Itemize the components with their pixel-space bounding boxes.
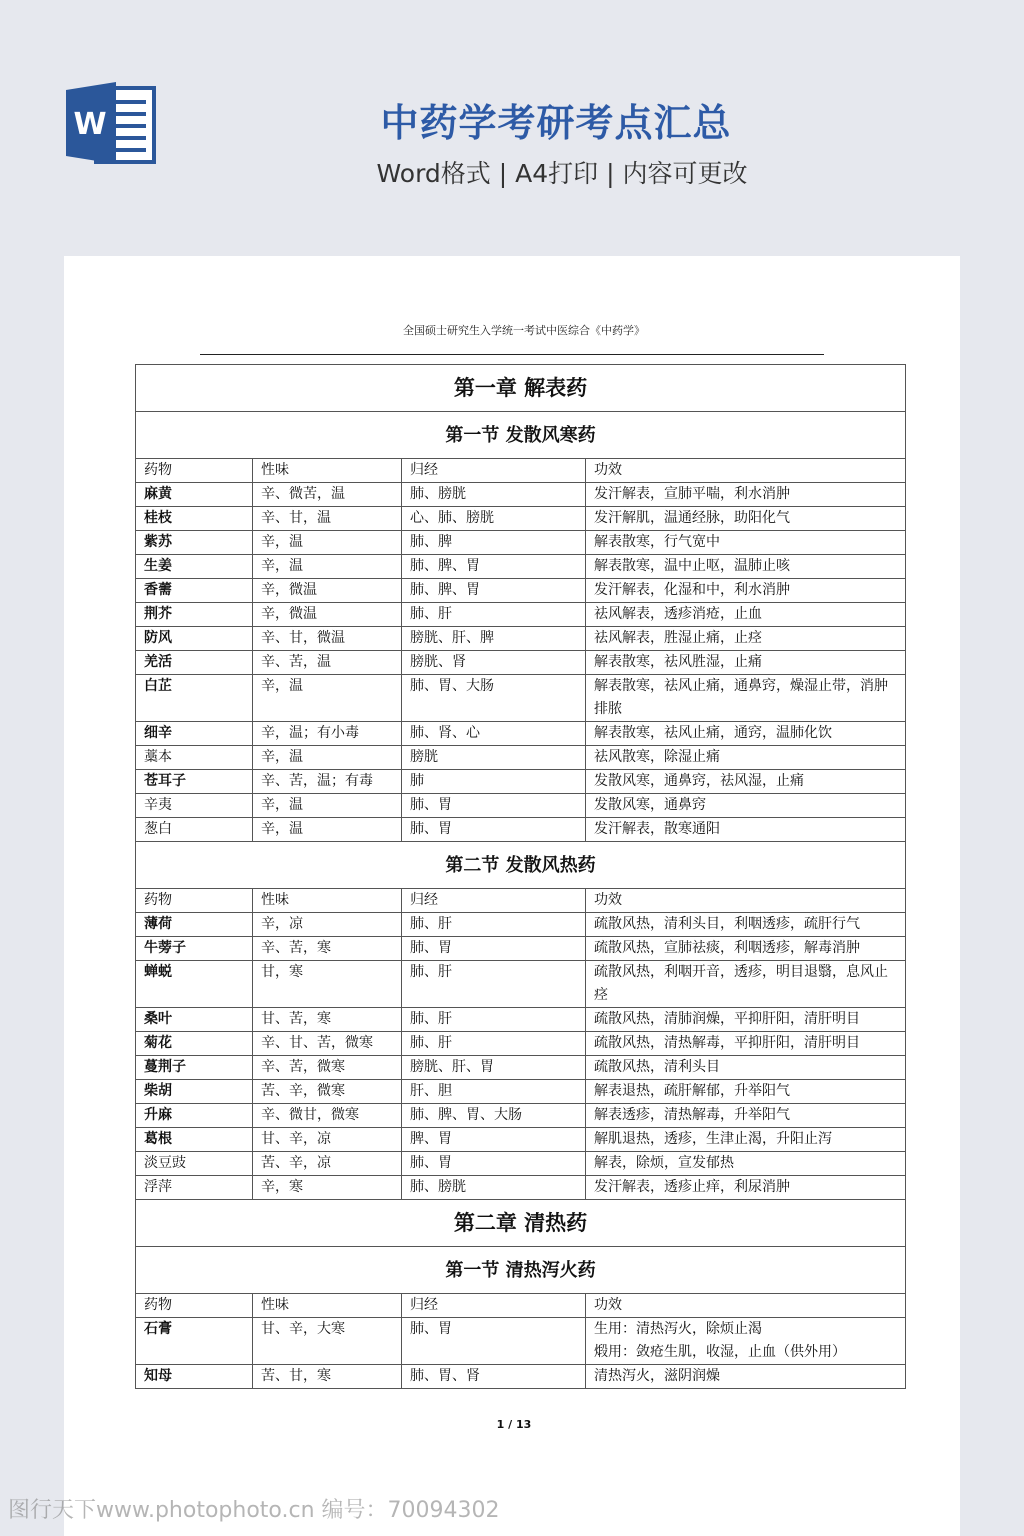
column-header: 归经 — [402, 889, 586, 913]
herb-name-cell: 荆芥 — [136, 603, 253, 627]
section-title: 第二节 发散风热药 — [136, 842, 906, 889]
effect-line: 煅用：敛疮生肌，收湿，止血（供外用） — [594, 1344, 846, 1360]
herb-name-cell: 知母 — [136, 1365, 253, 1389]
taste-cell: 辛，凉 — [253, 913, 402, 937]
taste-cell: 辛、苦，温；有毒 — [253, 770, 402, 794]
effect-cell: 发汗解表，宣肺平喘，利水消肿 — [586, 483, 906, 507]
meridian-cell: 肺、胃 — [402, 794, 586, 818]
column-header-row — [136, 459, 906, 483]
table-row — [136, 1008, 906, 1032]
effect-cell: 疏散风热，利咽开音，透疹，明目退翳，息风止痉 — [586, 961, 906, 1008]
table-row — [136, 746, 906, 770]
meridian-cell: 肺、肝 — [402, 913, 586, 937]
taste-cell: 辛、苦，寒 — [253, 937, 402, 961]
table-row — [136, 937, 906, 961]
herb-name-cell: 桂枝 — [136, 507, 253, 531]
meridian-cell: 肺、脾、胃、大肠 — [402, 1104, 586, 1128]
meridian-cell: 膀胱、肝、脾 — [402, 627, 586, 651]
banner-subtitle: Word格式 | A4打印 | 内容可更改 — [376, 159, 748, 188]
watermark-text: 图行天下www.photophoto.cn 编号：70094302 — [8, 1498, 500, 1523]
taste-cell: 辛、苦，温 — [253, 651, 402, 675]
taste-cell: 苦、甘，寒 — [253, 1365, 402, 1389]
taste-cell: 甘、苦，寒 — [253, 1008, 402, 1032]
meridian-cell: 肺、胃、大肠 — [402, 675, 586, 722]
taste-cell: 辛、甘，温 — [253, 507, 402, 531]
herb-name-cell: 蝉蜕 — [136, 961, 253, 1008]
table-row — [136, 675, 906, 722]
effect-cell: 疏散风热，清肺润燥，平抑肝阳，清肝明目 — [586, 1008, 906, 1032]
taste-cell: 辛、甘、苦，微寒 — [253, 1032, 402, 1056]
table-row — [136, 1128, 906, 1152]
table-row — [136, 651, 906, 675]
effect-cell: 发汗解肌，温通经脉，助阳化气 — [586, 507, 906, 531]
column-header: 药物 — [136, 1294, 253, 1318]
taste-cell: 辛，微温 — [253, 579, 402, 603]
herb-name-cell: 细辛 — [136, 722, 253, 746]
taste-cell: 辛，温 — [253, 531, 402, 555]
meridian-cell: 肺、肾、心 — [402, 722, 586, 746]
herb-name-cell: 羌活 — [136, 651, 253, 675]
meridian-cell: 脾、胃 — [402, 1128, 586, 1152]
document-header: 全国硕士研究生入学统一考试中医综合《中药学》 — [403, 324, 645, 337]
taste-cell: 辛，温 — [253, 794, 402, 818]
taste-cell: 辛、微甘，微寒 — [253, 1104, 402, 1128]
meridian-cell: 肺、膀胱 — [402, 483, 586, 507]
effect-cell: 解表散寒，祛风止痛，通鼻窍，燥湿止带，消肿排脓 — [586, 675, 906, 722]
meridian-cell: 肺、胃 — [402, 937, 586, 961]
column-header: 归经 — [402, 1294, 586, 1318]
taste-cell: 辛，微温 — [253, 603, 402, 627]
meridian-cell: 肺、肝 — [402, 1008, 586, 1032]
herb-name-cell: 葛根 — [136, 1128, 253, 1152]
meridian-cell: 肺、肝 — [402, 603, 586, 627]
taste-cell: 甘、辛，凉 — [253, 1128, 402, 1152]
meridian-cell: 膀胱 — [402, 746, 586, 770]
effect-cell: 发汗解表，透疹止痒，利尿消肿 — [586, 1176, 906, 1200]
meridian-cell: 肺、胃 — [402, 818, 586, 842]
taste-cell: 辛，温 — [253, 746, 402, 770]
section-row — [136, 1247, 906, 1294]
taste-cell: 苦、辛，微寒 — [253, 1080, 402, 1104]
meridian-cell: 肝、胆 — [402, 1080, 586, 1104]
taste-cell: 辛，温 — [253, 555, 402, 579]
herb-name-cell: 淡豆豉 — [136, 1152, 253, 1176]
table-row — [136, 555, 906, 579]
effect-cell: 清热泻火，滋阴润燥 — [586, 1365, 906, 1389]
effect-cell: 疏散风热，清利头目，利咽透疹，疏肝行气 — [586, 913, 906, 937]
column-header: 功效 — [586, 1294, 906, 1318]
effect-cell: 解表，除烦，宣发郁热 — [586, 1152, 906, 1176]
chapter-title: 第二章 清热药 — [136, 1200, 906, 1247]
effect-cell: 解肌退热，透疹，生津止渴，升阳止泻 — [586, 1128, 906, 1152]
effect-cell: 解表透疹，清热解毒，升举阳气 — [586, 1104, 906, 1128]
effect-cell: 发汗解表，化湿和中，利水消肿 — [586, 579, 906, 603]
meridian-cell: 肺、胃、肾 — [402, 1365, 586, 1389]
column-header-row — [136, 1294, 906, 1318]
table-row — [136, 531, 906, 555]
section-title: 第一节 发散风寒药 — [136, 412, 906, 459]
taste-cell: 辛，温 — [253, 675, 402, 722]
meridian-cell: 肺、肝 — [402, 961, 586, 1008]
meridian-cell: 膀胱、肾 — [402, 651, 586, 675]
effect-cell: 发散风寒，通鼻窍，祛风湿，止痛 — [586, 770, 906, 794]
meridian-cell: 肺、胃 — [402, 1152, 586, 1176]
table-row — [136, 1176, 906, 1200]
herb-name-cell: 升麻 — [136, 1104, 253, 1128]
effect-cell: 发汗解表，散寒通阳 — [586, 818, 906, 842]
section-row — [136, 842, 906, 889]
table-row — [136, 1152, 906, 1176]
effect-cell: 祛风散寒，除湿止痛 — [586, 746, 906, 770]
column-header: 性味 — [253, 1294, 402, 1318]
table-row — [136, 1080, 906, 1104]
herb-name-cell: 蔓荆子 — [136, 1056, 253, 1080]
meridian-cell: 膀胱、肝、胃 — [402, 1056, 586, 1080]
taste-cell: 甘、辛，大寒 — [253, 1318, 402, 1365]
herb-name-cell: 牛蒡子 — [136, 937, 253, 961]
herb-name-cell: 香薷 — [136, 579, 253, 603]
table-row — [136, 1104, 906, 1128]
table-row — [136, 913, 906, 937]
effect-cell: 疏散风热，清利头目 — [586, 1056, 906, 1080]
herb-name-cell: 紫苏 — [136, 531, 253, 555]
meridian-cell: 肺、肝 — [402, 1032, 586, 1056]
page-number: 1 / 13 — [496, 1418, 532, 1431]
table-row — [136, 1056, 906, 1080]
chapter-title: 第一章 解表药 — [136, 365, 906, 412]
table-row — [136, 961, 906, 1008]
effect-cell: 解表散寒，行气宽中 — [586, 531, 906, 555]
table-row — [136, 818, 906, 842]
column-header-row — [136, 889, 906, 913]
herb-name-cell: 藁本 — [136, 746, 253, 770]
meridian-cell: 肺、膀胱 — [402, 1176, 586, 1200]
meridian-cell: 肺 — [402, 770, 586, 794]
table-row — [136, 507, 906, 531]
herb-table — [135, 364, 906, 1389]
table-row — [136, 1032, 906, 1056]
meridian-cell: 心、肺、膀胱 — [402, 507, 586, 531]
column-header: 归经 — [402, 459, 586, 483]
document-page — [64, 256, 960, 1536]
table-row — [136, 483, 906, 507]
column-header: 性味 — [253, 459, 402, 483]
header-rule — [200, 354, 824, 355]
meridian-cell: 肺、脾、胃 — [402, 555, 586, 579]
column-header: 功效 — [586, 459, 906, 483]
column-header: 性味 — [253, 889, 402, 913]
effect-cell: 祛风解表，透疹消疮，止血 — [586, 603, 906, 627]
table-row — [136, 1365, 906, 1389]
table-row — [136, 770, 906, 794]
word-logo-letter: W — [73, 107, 107, 142]
column-header: 药物 — [136, 459, 253, 483]
effect-cell: 解表散寒，祛风胜湿，止痛 — [586, 651, 906, 675]
section-title: 第一节 清热泻火药 — [136, 1247, 906, 1294]
herb-name-cell: 葱白 — [136, 818, 253, 842]
effect-cell: 疏散风热，清热解毒，平抑肝阳，清肝明目 — [586, 1032, 906, 1056]
effect-cell: 解表退热，疏肝解郁，升举阳气 — [586, 1080, 906, 1104]
effect-cell: 祛风解表，胜湿止痛，止痉 — [586, 627, 906, 651]
chapter-row — [136, 1200, 906, 1247]
taste-cell: 甘，寒 — [253, 961, 402, 1008]
taste-cell: 苦、辛，凉 — [253, 1152, 402, 1176]
effect-line: 生用：清热泻火，除烦止渴 — [594, 1321, 762, 1337]
herb-name-cell: 生姜 — [136, 555, 253, 579]
taste-cell: 辛，温 — [253, 818, 402, 842]
table-row — [136, 579, 906, 603]
table-row — [136, 627, 906, 651]
chapter-row — [136, 365, 906, 412]
herb-name-cell: 石膏 — [136, 1318, 253, 1365]
taste-cell: 辛，寒 — [253, 1176, 402, 1200]
herb-name-cell: 辛夷 — [136, 794, 253, 818]
herb-name-cell: 麻黄 — [136, 483, 253, 507]
herb-name-cell: 防风 — [136, 627, 253, 651]
herb-name-cell: 菊花 — [136, 1032, 253, 1056]
table-row — [136, 722, 906, 746]
effect-cell: 疏散风热，宣肺祛痰，利咽透疹，解毒消肿 — [586, 937, 906, 961]
herb-table-body — [136, 365, 906, 1389]
table-row — [136, 1318, 906, 1365]
table-row — [136, 603, 906, 627]
herb-name-cell: 薄荷 — [136, 913, 253, 937]
herb-name-cell: 桑叶 — [136, 1008, 253, 1032]
herb-name-cell: 柴胡 — [136, 1080, 253, 1104]
effect-cell: 发散风寒，通鼻窍 — [586, 794, 906, 818]
meridian-cell: 肺、脾 — [402, 531, 586, 555]
meridian-cell: 肺、脾、胃 — [402, 579, 586, 603]
herb-name-cell: 白芷 — [136, 675, 253, 722]
column-header: 药物 — [136, 889, 253, 913]
taste-cell: 辛、甘，微温 — [253, 627, 402, 651]
effect-cell — [586, 1318, 906, 1365]
column-header: 功效 — [586, 889, 906, 913]
herb-name-cell: 苍耳子 — [136, 770, 253, 794]
taste-cell: 辛，温；有小毒 — [253, 722, 402, 746]
herb-name-cell: 浮萍 — [136, 1176, 253, 1200]
banner-title: 中药学考研考点汇总 — [380, 101, 732, 145]
effect-cell: 解表散寒，祛风止痛，通窍，温肺化饮 — [586, 722, 906, 746]
section-row — [136, 412, 906, 459]
taste-cell: 辛、苦，微寒 — [253, 1056, 402, 1080]
effect-cell: 解表散寒，温中止呕，温肺止咳 — [586, 555, 906, 579]
meridian-cell: 肺、胃 — [402, 1318, 586, 1365]
table-row — [136, 794, 906, 818]
taste-cell: 辛、微苦，温 — [253, 483, 402, 507]
